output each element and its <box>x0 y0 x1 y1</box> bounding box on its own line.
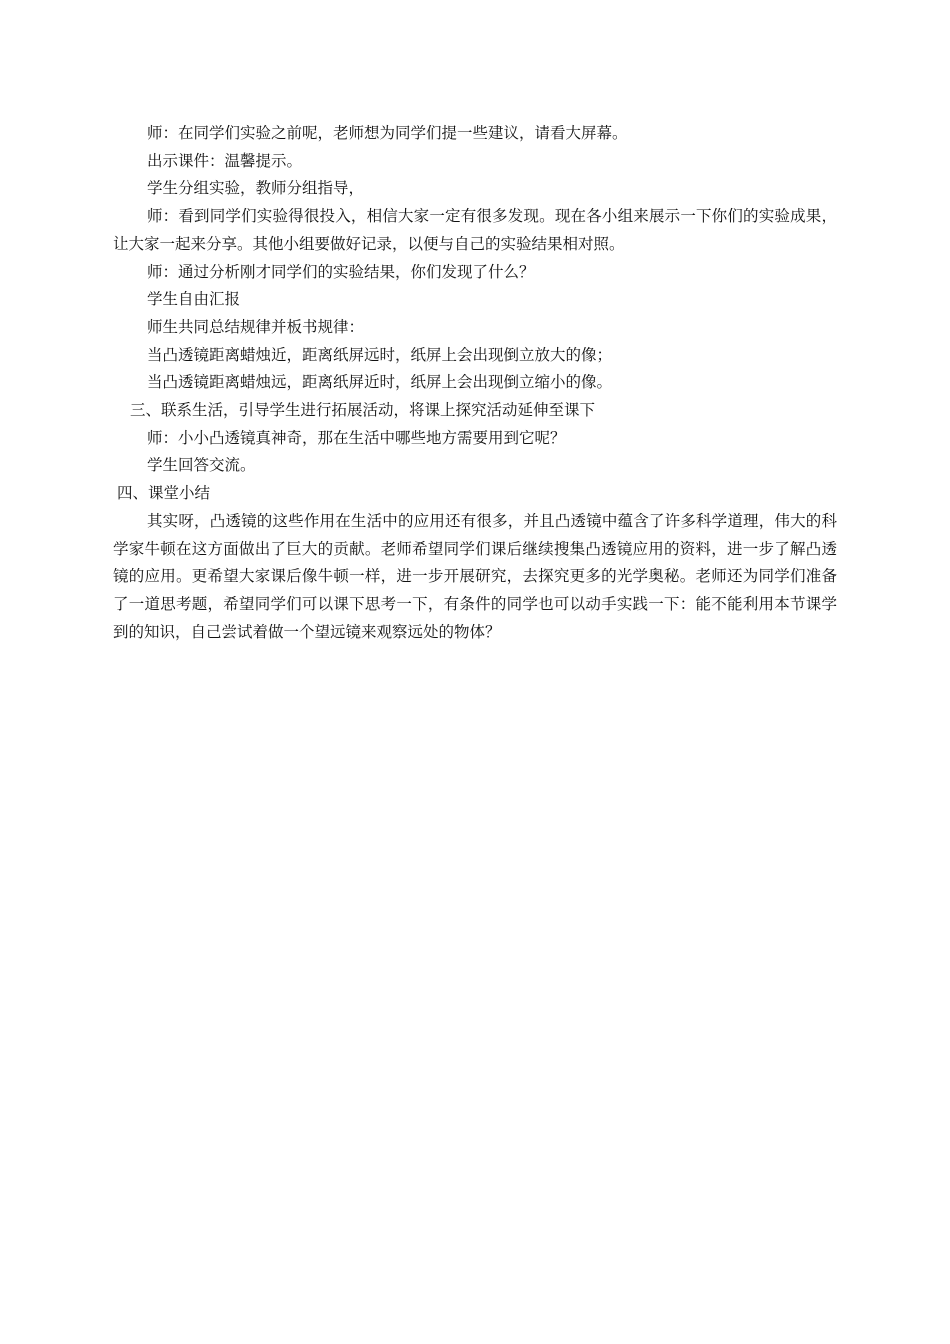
paragraph-group-experiment: 学生分组实验，教师分组指导， <box>147 179 365 198</box>
paragraph-teacher-question: 师：通过分析刚才同学们的实验结果，你们发现了什么？ <box>147 262 535 281</box>
document-body <box>113 120 837 646</box>
paragraph-class-summary: 其实呀，凸透镜的这些作用在生活中的应用还有很多，并且凸透镜中蕴含了许多科学道理，伟大的科学家牛顿在这方面做出了巨大的贡献。老师希望同学们课后继续搜集凸透镜应用的资料，进一步了解凸透镜的应用。更希望大家课后像牛顿一样，进一步开展研究，去探究更多的光学奥秘。老师还为同学们准备了一道思考题，希望同学们可以课下思考一下，有条件的同学也可以动手实践一下：能不能利用本节课学到的知识，自己尝试着做一个望远镜来观察远处的物体？ <box>113 511 837 641</box>
paragraph-student-report: 学生自由汇报 <box>147 290 241 309</box>
section-heading-four: 四、课堂小结 <box>117 484 211 503</box>
paragraph-summarize-rule: 师生共同总结规律并板书规律： <box>147 317 365 336</box>
paragraph-student-answer: 学生回答交流。 <box>147 456 256 475</box>
paragraph-teacher-life-question: 师：小小凸透镜真神奇，那在生活中哪些地方需要用到它呢？ <box>147 428 566 447</box>
paragraph-rule-near: 当凸透镜距离蜡烛近，距离纸屏远时，纸屏上会出现倒立放大的像； <box>147 345 613 364</box>
paragraph-show-courseware: 出示课件：温馨提示。 <box>147 151 303 170</box>
paragraph-share-results: 师：看到同学们实验得很投入，相信大家一定有很多发现。现在各小组来展示一下你们的实验成果，让大家一起来分享。其他小组要做好记录，以便与自己的实验结果相对照。 <box>113 207 837 253</box>
section-heading-three: 三、联系生活，引导学生进行拓展活动，将课上探究活动延伸至课下 <box>130 401 596 420</box>
paragraph-teacher-suggestion: 师：在同学们实验之前呢，老师想为同学们提一些建议，请看大屏幕。 <box>147 124 628 142</box>
paragraph-rule-far: 当凸透镜距离蜡烛远，距离纸屏近时，纸屏上会出现倒立缩小的像。 <box>147 373 613 392</box>
